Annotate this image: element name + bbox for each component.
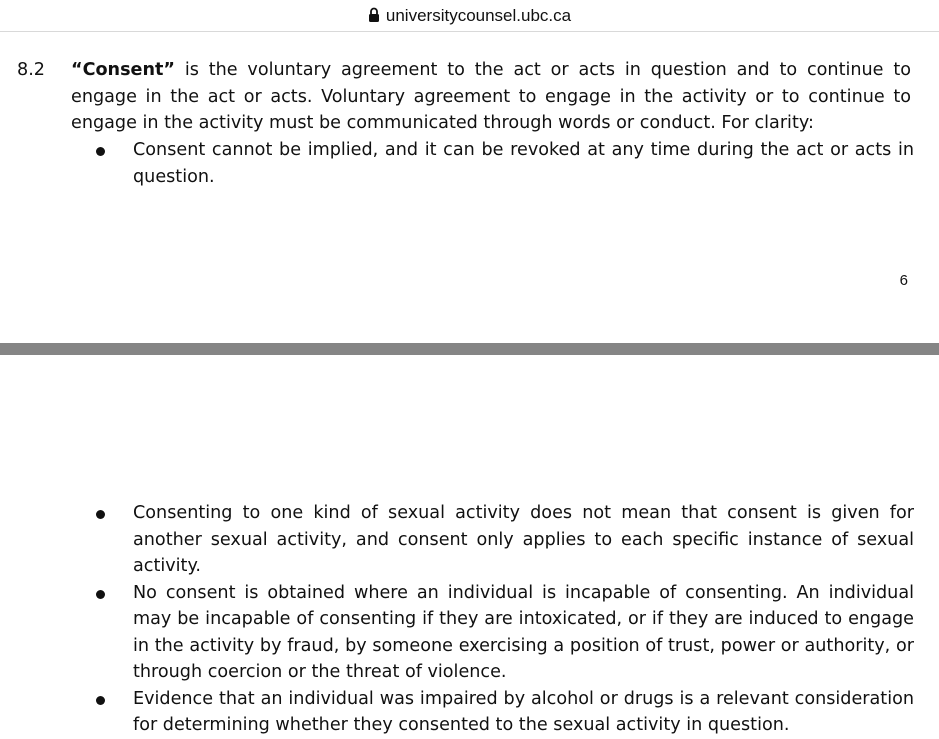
bullet-text: Evidence that an individual was impaired by alcohol or drugs is a relevant consideration for determining whether they consented to the sexual activity in question.: [133, 688, 914, 735]
bullet-text: Consenting to one kind of sexual activity does not mean that consent is given for another sexual activity, and consent only applies to each specific instance of sexual activity.: [133, 503, 914, 576]
bullet-list-bottom: [96, 500, 914, 739]
defined-term: “Consent”: [71, 60, 175, 80]
url-text: universitycounsel.ubc.ca: [385, 5, 572, 25]
bullet-list-top: [96, 137, 914, 190]
page-separator: [0, 343, 939, 355]
list-item: [96, 580, 914, 686]
list-item: [96, 686, 914, 739]
address-bar[interactable]: [0, 0, 939, 32]
section-number: 8.2: [17, 60, 45, 80]
document-page-bottom: [0, 355, 939, 735]
lock-icon: [368, 7, 380, 23]
consent-definition: [71, 57, 911, 137]
definition-text: is the voluntary agreement to the act or acts in question and to continue to engage in the act or acts. Voluntary agreement to engage in the activity or to continue to engage in the activity must be communicated through words or conduct. For clarity:: [71, 60, 911, 133]
page-number: 6: [899, 272, 908, 289]
document-page-top: [0, 33, 939, 343]
bullet-text: Consent cannot be implied, and it can be revoked at any time during the act or acts in question.: [133, 140, 914, 187]
bullet-icon: [96, 510, 105, 519]
bullet-text: No consent is obtained where an individual is incapable of consenting. An individual may be incapable of consenting if they are intoxicated, or if they are induced to engage in the activity by fraud, by someone exercising a position of trust, power or authority, or through coercion or the threat of violence.: [133, 582, 914, 682]
bullet-icon: [96, 696, 105, 705]
bullet-icon: [96, 147, 105, 156]
list-item: [96, 137, 914, 190]
list-item: [96, 500, 914, 580]
bullet-icon: [96, 590, 105, 599]
